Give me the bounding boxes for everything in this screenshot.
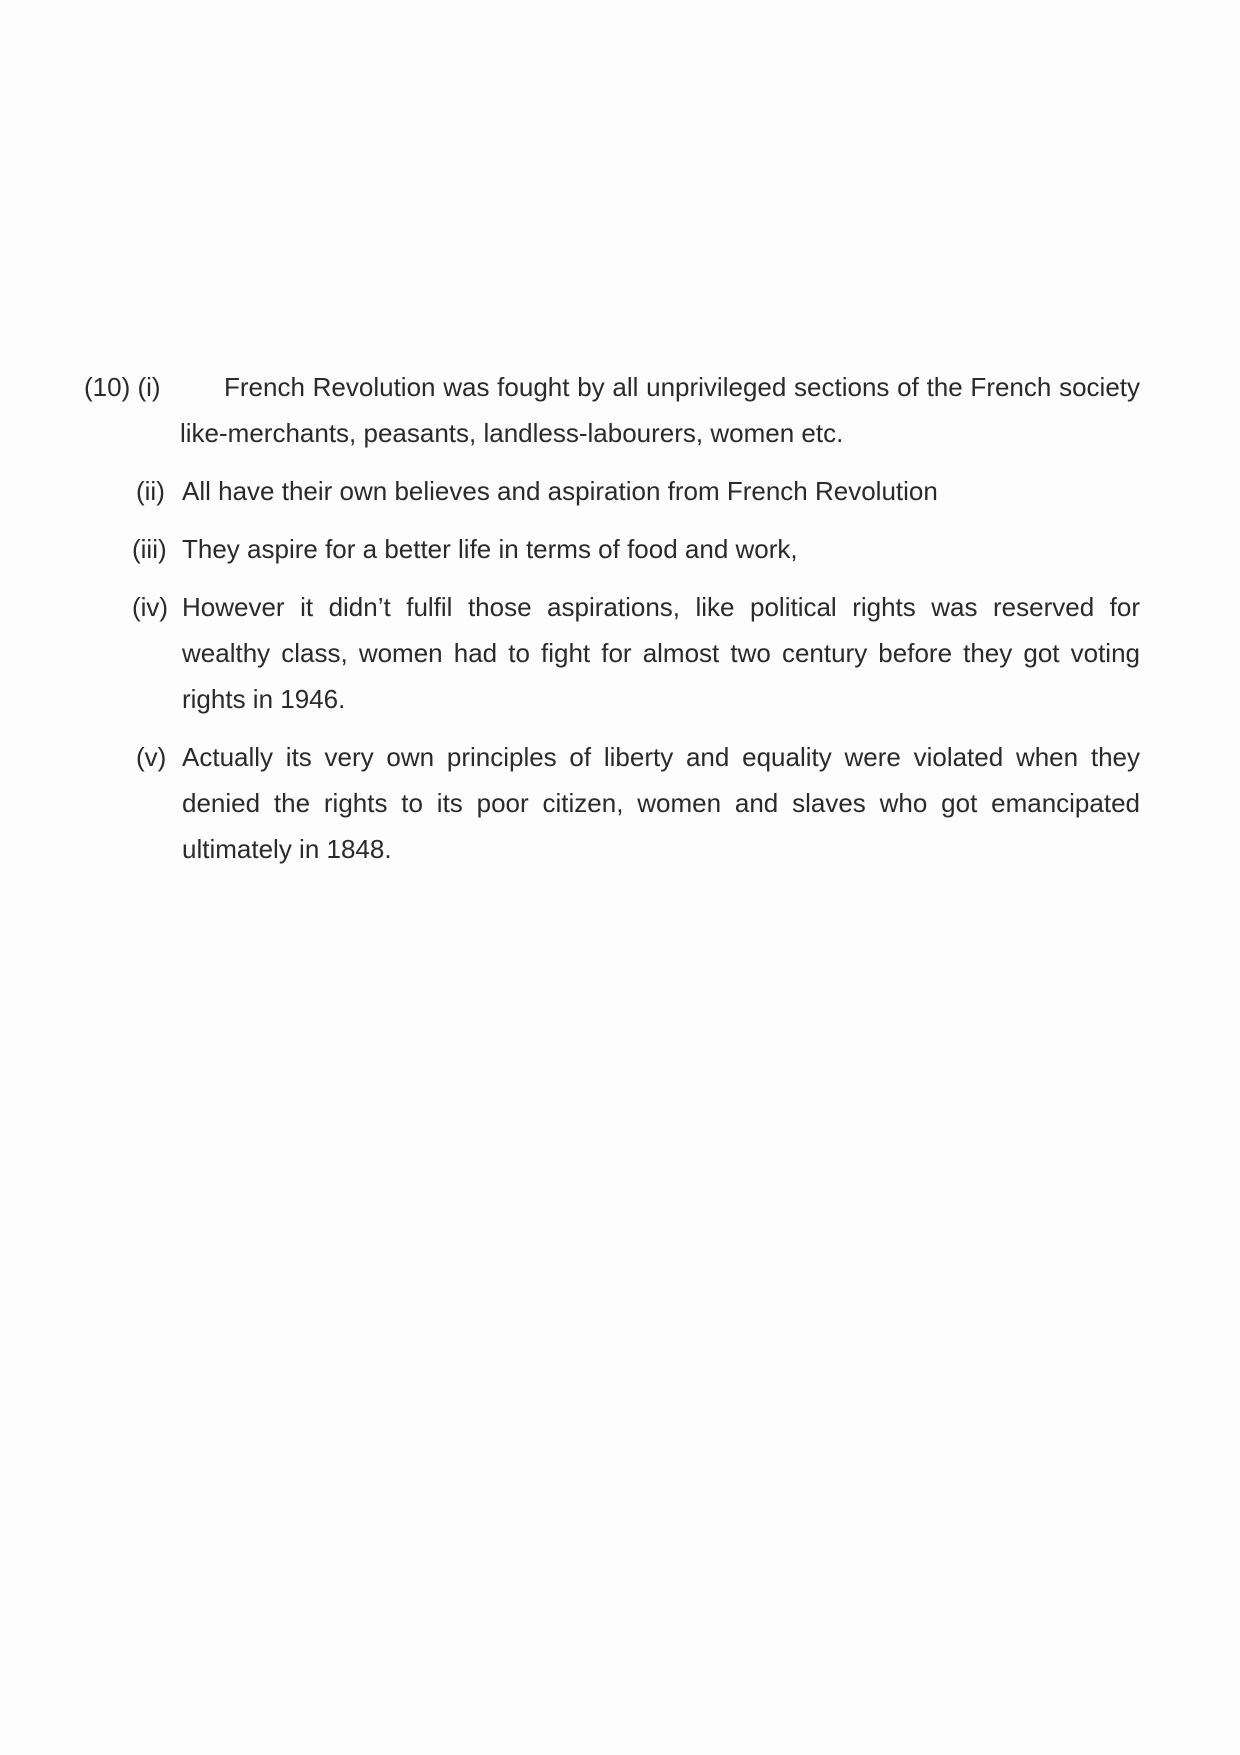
answer-point-ii xyxy=(136,468,1140,514)
point-label: (iv) xyxy=(132,592,169,622)
answer-point-iv xyxy=(132,584,1140,722)
answer-point-i xyxy=(84,364,1140,456)
point-label: (i) xyxy=(137,372,161,402)
answer-point-v xyxy=(136,734,1140,872)
answer-point-iii xyxy=(132,526,1140,572)
point-label: (v) xyxy=(136,742,167,772)
point-text: However it didn’t fulfil those aspirations, like political rights was reserved for wealthy class, women had to fight for almost two century before they got voting rights in 1946. xyxy=(182,592,1140,714)
point-text: Actually its very own principles of liberty and equality were violated when they denied the rights to its poor citizen, women and slaves who got emancipated ultimately in 1848. xyxy=(182,742,1140,864)
point-text: French Revolution was fought by all unprivileged sections of the French society like-merchants, peasants, landless-labourers, women etc. xyxy=(180,372,1140,448)
point-text: All have their own believes and aspiration from French Revolution xyxy=(182,476,938,506)
point-label: (iii) xyxy=(132,534,167,564)
answer-10 xyxy=(84,364,1140,872)
point-text: They aspire for a better life in terms of food and work, xyxy=(182,534,798,564)
point-label: (ii) xyxy=(136,476,165,506)
answer-number: (10) xyxy=(84,372,131,402)
